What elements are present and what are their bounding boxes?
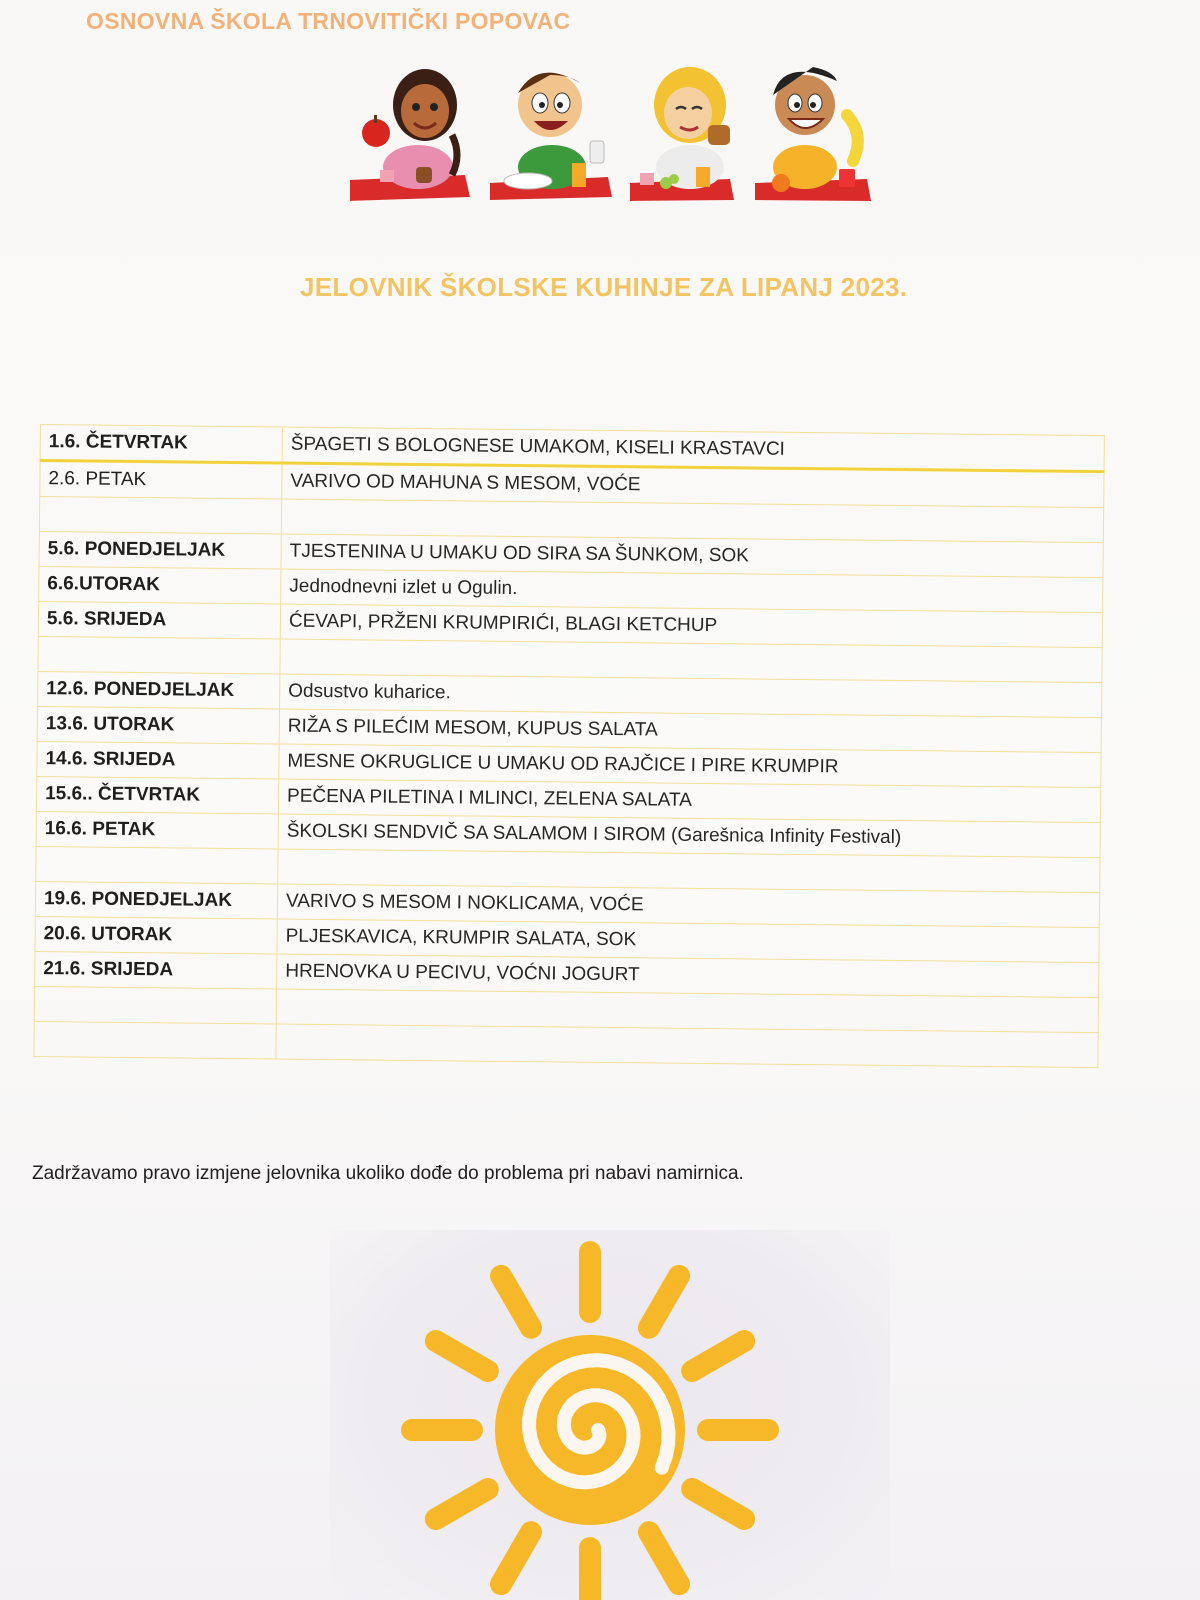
menu-day: 19.6. PONEDJELJAK [35, 881, 277, 919]
disclaimer-note: Zadržavamo pravo izmjene jelovnika ukoliko dođe do problema pri nabavi namirnica. [32, 1163, 744, 1184]
menu-day: 6.6.UTORAK [39, 566, 281, 604]
menu-day: 20.6. UTORAK [35, 916, 277, 954]
menu-day [34, 1021, 276, 1059]
menu-title: JELOVNIK ŠKOLSKE KUHINJE ZA LIPANJ 2023. [300, 272, 908, 302]
menu-day: 15.6.. ČETVRTAK [36, 776, 278, 814]
sun-ray [649, 1532, 679, 1584]
menu-meal: VARIVO OD MAHUNA S MESOM, VOĆE [282, 463, 1104, 508]
menu-day: 12.6. PONEDJELJAK [38, 671, 280, 709]
menu-meal: MESNE OKRUGLICE U UMAKU OD RAJČICE I PIRE KRUMPIR [279, 744, 1101, 788]
sun-ray [692, 1489, 744, 1519]
sun-ray [436, 1341, 488, 1371]
menu-day: 5.6. SRIJEDA [38, 601, 280, 639]
menu-day: 21.6. SRIJEDA [35, 951, 277, 989]
menu-day: 1.6. ČETVRTAK [40, 425, 282, 464]
boy-with-banana-icon [755, 55, 880, 205]
menu-meal: RIŽA S PILEĆIM MESOM, KUPUS SALATA [279, 709, 1101, 753]
menu-day [39, 497, 281, 535]
girl-with-apple-icon [350, 55, 475, 205]
menu-day: 13.6. UTORAK [37, 706, 279, 744]
sun-ray [692, 1341, 744, 1371]
menu-meal: ŠKOLSKI SENDVIČ SA SALAMOM I SIROM (Garešnica Infinity Festival) [278, 814, 1100, 858]
school-name: OSNOVNA ŠKOLA TRNOVITIČKI POPOVAC [86, 8, 571, 34]
menu-day: 16.6. PETAK [36, 811, 278, 849]
menu-day: 14.6. SRIJEDA [37, 741, 279, 779]
sun-ray [649, 1276, 679, 1328]
sun-ray [501, 1276, 531, 1328]
sun-ray [436, 1489, 488, 1519]
menu-day: 5.6. PONEDJELJAK [39, 531, 281, 569]
menu-meal: Odsustvo kuharice. [280, 674, 1102, 718]
menu-day [34, 986, 276, 1024]
menu-day [36, 846, 278, 884]
menu-meal: HRENOVKA U PECIVU, VOĆNI JOGURT [277, 954, 1099, 998]
girl-with-bread-icon [630, 55, 755, 205]
menu-table [33, 424, 1105, 1068]
menu-meal: ĆEVAPI, PRŽENI KRUMPIRIĆI, BLAGI KETCHUP [280, 604, 1102, 648]
menu-day: 2.6. PETAK [40, 461, 282, 500]
boy-with-cereal-icon [490, 55, 615, 205]
sun-icon [390, 1200, 790, 1600]
sun-ray [501, 1532, 531, 1584]
menu-meal: Jednodnevni izlet u Ogulin. [281, 569, 1103, 613]
menu-meal: PEČENA PILETINA I MLINCI, ZELENA SALATA [278, 779, 1100, 823]
menu-meal: ŠPAGETI S BOLOGNESE UMAKOM, KISELI KRASTAVCI [282, 427, 1104, 472]
menu-meal: TJESTENINA U UMAKU OD SIRA SA ŠUNKOM, SOK [281, 534, 1103, 578]
kids-eating-illustration [350, 55, 890, 205]
menu-meal [276, 1024, 1098, 1068]
menu-meal: PLJESKAVICA, KRUMPIR SALATA, SOK [277, 919, 1099, 963]
menu-meal: VARIVO S MESOM I NOKLICAMA, VOĆE [277, 884, 1099, 928]
menu-day [38, 636, 280, 674]
